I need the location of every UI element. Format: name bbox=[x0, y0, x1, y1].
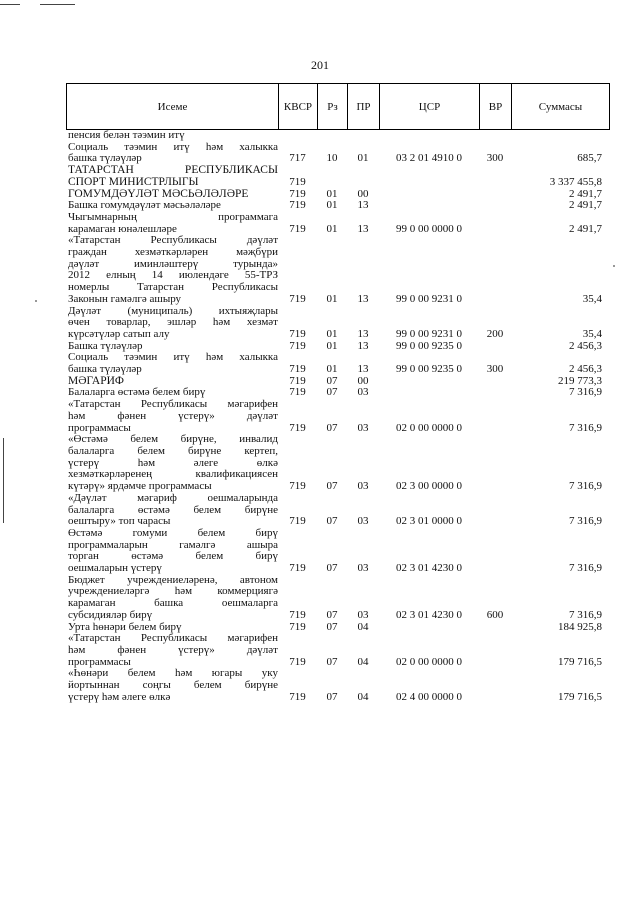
row-csr bbox=[379, 189, 479, 201]
row-sum: 2 456,3 bbox=[569, 339, 602, 352]
row-csr bbox=[379, 376, 479, 388]
row-name bbox=[66, 434, 278, 493]
row-name-line: үстерү һәм әлеге өлкә bbox=[68, 456, 278, 469]
row-sum: 7 316,9 bbox=[569, 480, 602, 493]
row-sum: 184 925,8 bbox=[558, 620, 602, 633]
table-row bbox=[66, 575, 610, 622]
row-csr bbox=[379, 622, 479, 634]
row-vr bbox=[479, 528, 511, 575]
row-sum: 3 337 455,8 bbox=[549, 175, 602, 188]
row-name-line: 2012 елның 14 июлендәге 55-ТРЗ bbox=[68, 269, 278, 282]
row-csr: 99 0 00 9235 0 bbox=[396, 363, 462, 376]
row-pr: 13 bbox=[357, 222, 369, 235]
row-vr bbox=[479, 189, 511, 201]
row-name bbox=[66, 212, 278, 235]
row-kvsr: 719 bbox=[289, 655, 306, 668]
row-kvsr: 719 bbox=[289, 187, 306, 200]
row-pr: 04 bbox=[357, 690, 369, 703]
row-vr bbox=[479, 633, 511, 668]
row-rz: 01 bbox=[326, 187, 338, 200]
row-name-line: хезмәткәрләренең квалификациясен bbox=[68, 468, 278, 481]
row-kvsr: 719 bbox=[289, 339, 306, 352]
row-rz: 07 bbox=[326, 480, 338, 493]
row-vr: 200 bbox=[486, 327, 504, 340]
row-vr bbox=[479, 387, 511, 399]
row-name bbox=[66, 235, 278, 305]
row-name bbox=[66, 493, 278, 528]
row-csr: 02 3 01 0000 0 bbox=[396, 515, 462, 528]
table-row bbox=[66, 668, 610, 703]
row-pr: 00 bbox=[357, 374, 369, 387]
row-csr: 99 0 00 9235 0 bbox=[396, 339, 462, 352]
header-sum: Суммасы bbox=[538, 100, 583, 113]
row-name-line: Социаль тәэмин итү һәм халыкка bbox=[68, 140, 278, 153]
row-csr: 02 0 00 0000 0 bbox=[396, 655, 462, 668]
row-name bbox=[66, 306, 278, 341]
row-kvsr: 717 bbox=[289, 152, 306, 165]
row-pr: 01 bbox=[357, 152, 369, 165]
row-vr: 300 bbox=[486, 363, 504, 376]
row-name-line: йортыннан соңгы белем бирүне bbox=[68, 679, 278, 692]
row-sum: 7 316,9 bbox=[569, 515, 602, 528]
header-vr: ВР bbox=[480, 84, 512, 129]
row-pr: 04 bbox=[357, 655, 369, 668]
row-kvsr: 719 bbox=[289, 480, 306, 493]
row-vr bbox=[479, 622, 511, 634]
row-name bbox=[66, 399, 278, 434]
row-name-line: балаларга өстәмә белем бирүне bbox=[68, 503, 278, 516]
table-row bbox=[66, 142, 610, 165]
row-rz: 07 bbox=[326, 620, 338, 633]
row-sum: 7 316,9 bbox=[569, 386, 602, 399]
row-name-line: торган өстәмә белем бирү bbox=[68, 550, 278, 563]
table-row bbox=[66, 434, 610, 493]
row-csr: 02 0 00 0000 0 bbox=[396, 421, 462, 434]
row-pr: 13 bbox=[357, 339, 369, 352]
row-kvsr: 719 bbox=[289, 562, 306, 575]
row-kvsr: 719 bbox=[289, 374, 306, 387]
row-kvsr: 719 bbox=[289, 175, 306, 188]
row-name-line: карамаган башка оешмаларга bbox=[68, 597, 278, 610]
row-name-line: Өстәмә гомуми белем бирү bbox=[68, 526, 278, 539]
row-pr: 03 bbox=[357, 608, 369, 621]
binding-margin-mark bbox=[3, 438, 4, 523]
row-name bbox=[66, 668, 278, 703]
row-csr bbox=[379, 130, 479, 142]
row-sum: 2 491,7 bbox=[569, 222, 602, 235]
row-rz: 07 bbox=[326, 386, 338, 399]
row-rz: 07 bbox=[326, 515, 338, 528]
row-vr bbox=[479, 235, 511, 305]
row-sum: 7 316,9 bbox=[569, 421, 602, 434]
row-name-line: күтәрү» ярдәмче программасы bbox=[68, 480, 212, 493]
row-name-line: һәм фәнен үстерү» дәүләт bbox=[68, 409, 278, 422]
row-kvsr: 719 bbox=[289, 386, 306, 399]
table-row bbox=[66, 633, 610, 668]
row-pr: 13 bbox=[357, 327, 369, 340]
row-kvsr bbox=[278, 130, 317, 142]
table-row bbox=[66, 306, 610, 341]
table-row bbox=[66, 165, 610, 188]
row-sum: 2 491,7 bbox=[569, 187, 602, 200]
row-rz: 07 bbox=[326, 655, 338, 668]
row-name-line: программасы bbox=[68, 421, 131, 434]
row-pr: 03 bbox=[357, 515, 369, 528]
row-sum: 35,4 bbox=[582, 292, 602, 305]
table-row bbox=[66, 235, 610, 305]
row-vr bbox=[479, 200, 511, 212]
row-csr: 02 3 01 4230 0 bbox=[396, 608, 462, 621]
row-name-line: өчен товарлар, эшләр һәм хезмәт bbox=[68, 316, 278, 329]
row-sum bbox=[511, 130, 610, 142]
row-name-line: «Һөнәри белем һәм югары уку bbox=[68, 667, 278, 680]
table-row bbox=[66, 493, 610, 528]
row-name-line: Социаль тәэмин итү һәм халыкка bbox=[68, 351, 278, 364]
row-csr: 99 0 00 0000 0 bbox=[396, 222, 462, 235]
table-header bbox=[66, 83, 610, 130]
row-kvsr: 719 bbox=[289, 327, 306, 340]
row-kvsr: 719 bbox=[289, 515, 306, 528]
row-name-line: «Өстәмә белем бирүне, инвалид bbox=[68, 433, 278, 446]
row-vr bbox=[479, 399, 511, 434]
row-pr bbox=[347, 165, 379, 188]
row-name-line: Башка түләүләр bbox=[68, 339, 143, 352]
table-row bbox=[66, 528, 610, 575]
row-csr: 02 3 00 0000 0 bbox=[396, 480, 462, 493]
row-name-line: Дәүләт (муниципаль) ихтыяҗлары bbox=[68, 304, 278, 317]
header-name: Исеме bbox=[67, 84, 279, 129]
header-csr: ЦСР bbox=[380, 84, 480, 129]
row-name bbox=[66, 633, 278, 668]
row-rz: 01 bbox=[326, 339, 338, 352]
row-sum: 35,4 bbox=[582, 327, 602, 340]
row-csr: 99 0 00 9231 0 bbox=[396, 292, 462, 305]
row-name-line: башка түләүләр bbox=[68, 152, 142, 165]
header-kvsr: КВСР bbox=[279, 84, 318, 129]
row-vr: 600 bbox=[486, 608, 504, 621]
budget-table-body bbox=[66, 130, 610, 703]
row-name-line: балаларга белем бирүне кертеп, bbox=[68, 444, 278, 457]
row-name-line: граждан хезмәткәрләрен мәҗбүри bbox=[68, 246, 278, 259]
row-pr: 00 bbox=[357, 187, 369, 200]
row-name-line: МӘГАРИФ bbox=[68, 374, 125, 387]
row-pr: 13 bbox=[357, 363, 369, 376]
row-rz: 01 bbox=[326, 327, 338, 340]
row-csr: 03 2 01 4910 0 bbox=[396, 152, 462, 165]
row-name-line: ГОМУМДӘҮЛӘТ МӘСЬӘЛӘЛӘРЕ bbox=[68, 187, 249, 200]
row-name-line: программаларын гамәлгә ашыра bbox=[68, 538, 278, 551]
top-rule-left bbox=[0, 4, 20, 5]
row-name-line: Балаларга өстәмә белем бирү bbox=[68, 386, 206, 399]
row-name-line: башка түләүләр bbox=[68, 363, 142, 376]
row-csr: 02 4 00 0000 0 bbox=[396, 690, 462, 703]
row-kvsr: 719 bbox=[289, 222, 306, 235]
row-kvsr: 719 bbox=[289, 292, 306, 305]
row-name bbox=[66, 575, 278, 622]
row-kvsr: 719 bbox=[289, 199, 306, 212]
row-pr: 03 bbox=[357, 480, 369, 493]
row-pr: 03 bbox=[357, 421, 369, 434]
row-pr bbox=[347, 130, 379, 142]
row-name-line: дәүләт иминләштерү турында» bbox=[68, 257, 278, 270]
row-vr bbox=[479, 434, 511, 493]
row-name-line: СПОРТ МИНИСТРЛЫГЫ bbox=[68, 175, 199, 188]
row-pr: 13 bbox=[357, 292, 369, 305]
row-name bbox=[66, 142, 278, 165]
row-csr bbox=[379, 165, 479, 188]
row-rz: 07 bbox=[326, 690, 338, 703]
row-vr bbox=[479, 493, 511, 528]
row-name-line: оештыру» топ чарасы bbox=[68, 515, 171, 528]
row-name-line: Бюджет учреждениеләренә, автоном bbox=[68, 573, 278, 586]
row-rz: 01 bbox=[326, 292, 338, 305]
row-rz: 07 bbox=[326, 562, 338, 575]
row-name-line: Башка гомумдәүләт мәсьәләләре bbox=[68, 199, 221, 212]
row-kvsr: 719 bbox=[289, 421, 306, 434]
row-name-line: пенсия белән тәэмин итү bbox=[68, 129, 185, 141]
row-vr bbox=[479, 165, 511, 188]
row-name bbox=[66, 165, 278, 188]
row-name-line: ТАТАРСТАН РЕСПУБЛИКАСЫ bbox=[68, 164, 278, 177]
header-rz: Рз bbox=[318, 84, 348, 129]
row-pr: 03 bbox=[357, 562, 369, 575]
row-name-line: субсидияләр бирү bbox=[68, 608, 153, 621]
row-sum: 685,7 bbox=[577, 152, 602, 165]
row-name-line: карамаган юнәлешләре bbox=[68, 222, 177, 235]
row-name-line: оешмаларын үстерү bbox=[68, 562, 162, 575]
row-sum: 2 456,3 bbox=[569, 363, 602, 376]
row-vr bbox=[479, 376, 511, 388]
row-rz: 07 bbox=[326, 374, 338, 387]
row-kvsr: 719 bbox=[289, 363, 306, 376]
header-pr: ПР bbox=[348, 84, 380, 129]
table-row bbox=[66, 130, 610, 142]
table-row bbox=[66, 212, 610, 235]
row-name-line: учреждениеләргә һәм коммерциягә bbox=[68, 585, 278, 598]
row-vr bbox=[479, 212, 511, 235]
row-rz: 10 bbox=[326, 152, 338, 165]
table-row bbox=[66, 352, 610, 375]
row-name-line: Урта һөнәри белем бирү bbox=[68, 620, 182, 633]
row-rz: 07 bbox=[326, 608, 338, 621]
row-name bbox=[66, 352, 278, 375]
row-name-line: үстерү һәм әлеге өлкә bbox=[68, 690, 171, 703]
row-csr bbox=[379, 387, 479, 399]
row-csr: 02 3 01 4230 0 bbox=[396, 562, 462, 575]
page-number: 201 bbox=[311, 58, 329, 72]
row-pr: 03 bbox=[357, 386, 369, 399]
row-name-line: Чыгымнарның программага bbox=[68, 210, 278, 223]
row-rz: 01 bbox=[326, 222, 338, 235]
row-sum: 7 316,9 bbox=[569, 562, 602, 575]
row-vr bbox=[479, 130, 511, 142]
row-csr: 99 0 00 9231 0 bbox=[396, 327, 462, 340]
row-name-line: күрсәтүләр сатып алу bbox=[68, 327, 170, 340]
row-name bbox=[66, 130, 278, 142]
row-sum: 179 716,5 bbox=[558, 690, 602, 703]
row-name-line: «Татарстан Республикасы дәүләт bbox=[68, 234, 278, 247]
row-rz bbox=[317, 130, 347, 142]
scan-speck bbox=[613, 265, 615, 267]
row-vr: 300 bbox=[486, 152, 504, 165]
row-rz: 07 bbox=[326, 421, 338, 434]
row-pr: 13 bbox=[357, 199, 369, 212]
row-kvsr: 719 bbox=[289, 608, 306, 621]
row-name-line: «Дәүләт мәгариф оешмаларында bbox=[68, 491, 278, 504]
row-sum: 219 773,3 bbox=[558, 374, 602, 387]
row-vr bbox=[479, 341, 511, 353]
row-sum: 2 491,7 bbox=[569, 199, 602, 212]
row-name bbox=[66, 528, 278, 575]
row-rz: 01 bbox=[326, 363, 338, 376]
row-kvsr: 719 bbox=[289, 620, 306, 633]
row-name-line: номерлы Татарстан Республикасы bbox=[68, 281, 278, 294]
top-rule-right bbox=[40, 4, 75, 5]
row-name-line: программасы bbox=[68, 655, 131, 668]
table-row bbox=[66, 399, 610, 434]
row-name-line: «Татарстан Республикасы мәгарифен bbox=[68, 632, 278, 645]
row-rz bbox=[317, 165, 347, 188]
row-sum: 7 316,9 bbox=[569, 608, 602, 621]
row-rz: 01 bbox=[326, 199, 338, 212]
scan-speck bbox=[35, 300, 37, 302]
row-csr bbox=[379, 200, 479, 212]
row-sum: 179 716,5 bbox=[558, 655, 602, 668]
row-pr: 04 bbox=[357, 620, 369, 633]
row-name-line: Законын гамәлгә ашыру bbox=[68, 292, 182, 305]
row-vr bbox=[479, 668, 511, 703]
row-name-line: «Татарстан Республикасы мәгарифен bbox=[68, 398, 278, 411]
row-kvsr: 719 bbox=[289, 690, 306, 703]
row-name-line: һәм фәнен үстерү» дәүләт bbox=[68, 643, 278, 656]
